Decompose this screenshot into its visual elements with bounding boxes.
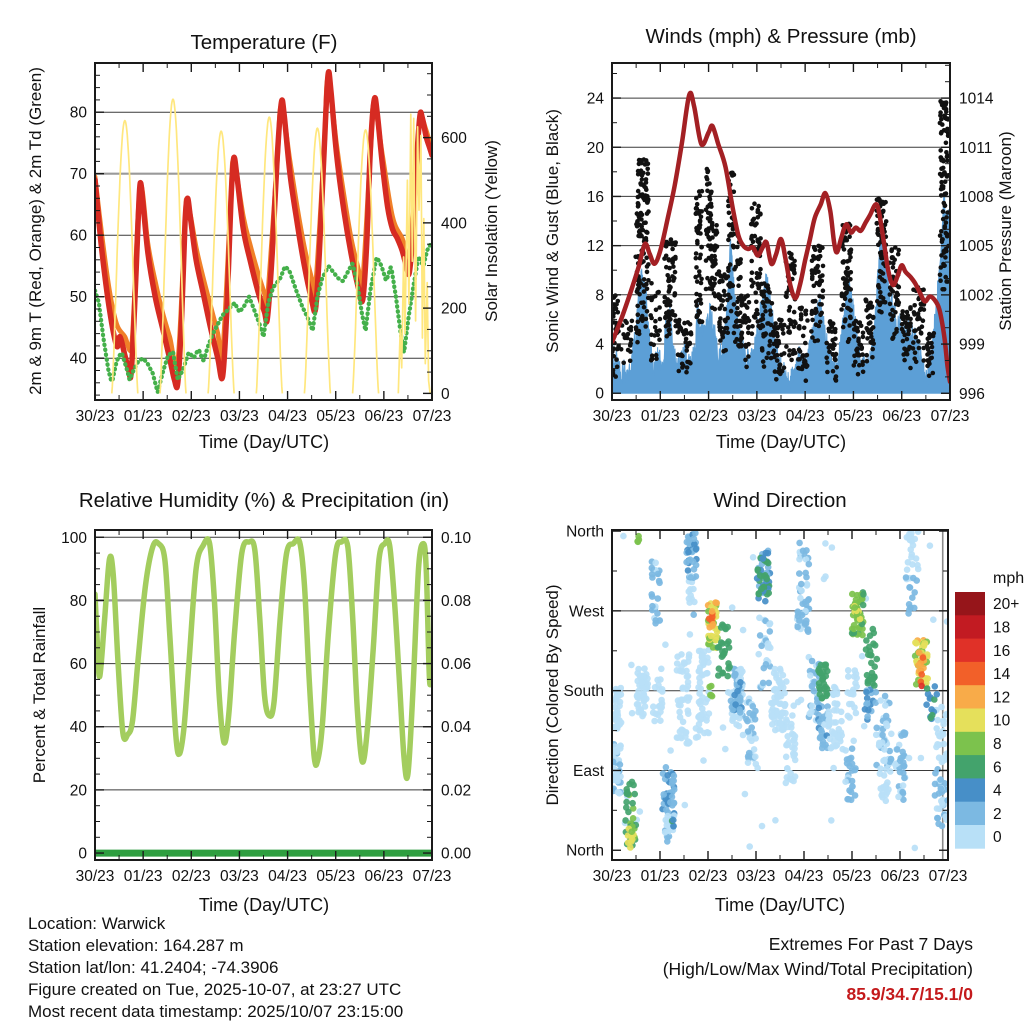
wind_direction-panel	[563, 524, 967, 885]
svg-text:mph: mph	[993, 570, 1024, 587]
solar-right-axis-label: Solar Insolation (Yellow)	[482, 140, 501, 322]
svg-text:24: 24	[586, 90, 604, 108]
svg-text:20+: 20+	[993, 596, 1020, 614]
extremes-block	[663, 932, 973, 1007]
svg-text:South: South	[563, 683, 604, 701]
svg-text:30/23: 30/23	[75, 868, 115, 885]
wind-left-axis-label: Sonic Wind & Gust (Blue, Black)	[543, 109, 562, 353]
temp-x-axis-label: Time (Day/UTC)	[198, 432, 330, 452]
extremes-value: 85.9/34.7/15.1/0	[846, 984, 973, 1004]
svg-text:0: 0	[993, 829, 1002, 847]
most-recent-data-timestamp: Most recent data timestamp: 2025/10/07 23:15:00	[28, 1002, 404, 1021]
svg-text:02/23: 02/23	[688, 868, 728, 885]
svg-text:4: 4	[595, 336, 604, 354]
svg-text:0.08: 0.08	[441, 592, 472, 610]
svg-text:04/23: 04/23	[268, 868, 307, 885]
svg-text:06/23: 06/23	[364, 408, 404, 425]
figure-created-timestamp: Figure created on Tue, 2025-10-07, at 23:27 UTC	[28, 980, 402, 999]
svg-text:0.00: 0.00	[441, 845, 472, 863]
svg-text:12: 12	[586, 238, 604, 256]
svg-text:0: 0	[595, 385, 604, 403]
svg-text:05/23: 05/23	[834, 408, 873, 425]
svg-text:02/23: 02/23	[689, 408, 728, 425]
svg-text:01/23: 01/23	[123, 408, 163, 425]
svg-text:80: 80	[69, 104, 87, 122]
extremes-title: Extremes For Past 7 Days	[768, 934, 973, 954]
svg-text:30/23: 30/23	[75, 408, 115, 425]
humidity-panel	[61, 530, 471, 885]
svg-text:16: 16	[993, 642, 1011, 660]
svg-text:14: 14	[993, 666, 1011, 683]
svg-text:0.04: 0.04	[441, 719, 472, 737]
svg-text:8: 8	[993, 735, 1002, 753]
station-info-block	[28, 913, 403, 1023]
winds-panel-title: Winds (mph) & Pressure (mb)	[645, 25, 917, 48]
svg-text:05/23: 05/23	[316, 408, 356, 425]
svg-text:400: 400	[441, 215, 467, 233]
svg-text:07/23: 07/23	[412, 868, 452, 885]
svg-text:50: 50	[69, 289, 87, 307]
svg-text:20: 20	[69, 782, 87, 800]
svg-text:05/23: 05/23	[832, 868, 872, 885]
svg-text:200: 200	[441, 300, 467, 318]
svg-text:01/23: 01/23	[640, 868, 680, 885]
temperature-panel	[70, 63, 467, 425]
svg-text:West: West	[568, 603, 604, 621]
svg-text:80: 80	[69, 592, 87, 610]
temp-left-axis-label: 2m & 9m T (Red, Orange) & 2m Td (Green)	[26, 67, 45, 395]
svg-text:600: 600	[441, 130, 467, 148]
svg-text:70: 70	[69, 166, 87, 184]
svg-text:40: 40	[69, 350, 87, 368]
svg-text:0: 0	[78, 845, 87, 863]
svg-text:03/23: 03/23	[737, 408, 777, 425]
humidity-left-axis-label: Percent & Total Rainfall	[30, 606, 49, 784]
svg-text:0.02: 0.02	[441, 782, 472, 800]
svg-text:07/23: 07/23	[928, 868, 968, 885]
humidity-series-line	[95, 539, 432, 778]
svg-text:10: 10	[993, 712, 1011, 730]
svg-text:40: 40	[69, 719, 87, 737]
svg-text:1014: 1014	[959, 90, 994, 108]
svg-text:1011: 1011	[959, 139, 993, 157]
svg-text:16: 16	[586, 188, 604, 206]
svg-text:0.10: 0.10	[441, 529, 472, 547]
svg-text:4: 4	[993, 782, 1002, 800]
winds-panel	[587, 63, 994, 425]
humidity-x-axis-label: Time (Day/UTC)	[198, 895, 330, 915]
wind-direction-panel-title: Wind Direction	[713, 489, 847, 512]
svg-text:6: 6	[993, 759, 1002, 777]
extremes-subtitle: (High/Low/Max Wind/Total Precipitation)	[662, 959, 973, 979]
humidity-panel-title: Relative Humidity (%) & Precipitation (in)	[78, 489, 450, 512]
temperature-series-line	[95, 72, 432, 388]
svg-text:North: North	[566, 842, 604, 860]
pressure-right-axis-label: Station Pressure (Maroon)	[996, 131, 1015, 331]
svg-text:12: 12	[993, 689, 1011, 707]
svg-text:1008: 1008	[959, 188, 994, 206]
speed-colorbar	[955, 570, 1024, 849]
direction-x-axis-label: Time (Day/UTC)	[714, 895, 846, 915]
wind-direction-dots	[610, 528, 951, 851]
svg-text:03/23: 03/23	[220, 868, 259, 885]
svg-text:100: 100	[61, 529, 87, 547]
temperature-panel-title: Temperature (F)	[190, 31, 338, 54]
svg-text:05/23: 05/23	[316, 868, 356, 885]
svg-text:02/23: 02/23	[171, 408, 211, 425]
svg-text:06/23: 06/23	[364, 868, 404, 885]
svg-text:04/23: 04/23	[785, 408, 825, 425]
svg-text:1002: 1002	[959, 287, 994, 305]
station-elevation: Station elevation: 164.287 m	[28, 936, 244, 955]
svg-text:01/23: 01/23	[123, 868, 163, 885]
svg-text:06/23: 06/23	[880, 868, 920, 885]
station-location: Location: Warwick	[28, 914, 166, 933]
svg-text:03/23: 03/23	[736, 868, 776, 885]
svg-text:20: 20	[586, 139, 604, 157]
svg-text:07/23: 07/23	[930, 408, 970, 425]
svg-text:East: East	[572, 762, 604, 780]
svg-text:60: 60	[69, 227, 87, 245]
svg-text:1005: 1005	[959, 238, 994, 256]
svg-text:02/23: 02/23	[171, 868, 211, 885]
svg-text:18: 18	[993, 619, 1011, 637]
station-latlon: Station lat/lon: 41.2404; -74.3906	[28, 958, 279, 977]
svg-text:0.06: 0.06	[441, 656, 472, 674]
svg-text:30/23: 30/23	[592, 868, 632, 885]
winds-x-axis-label: Time (Day/UTC)	[715, 432, 847, 452]
svg-text:03/23: 03/23	[220, 408, 259, 425]
svg-text:04/23: 04/23	[784, 868, 824, 885]
svg-text:8: 8	[595, 287, 604, 305]
svg-text:07/23: 07/23	[412, 408, 452, 425]
direction-left-axis-label: Direction (Colored By Speed)	[543, 584, 562, 806]
svg-text:996: 996	[959, 385, 985, 403]
svg-text:30/23: 30/23	[592, 408, 632, 425]
svg-text:60: 60	[69, 656, 87, 674]
svg-text:0: 0	[441, 385, 450, 403]
svg-text:2: 2	[993, 805, 1002, 823]
svg-text:North: North	[566, 523, 604, 541]
svg-text:01/23: 01/23	[640, 408, 680, 425]
svg-text:06/23: 06/23	[882, 408, 922, 425]
svg-text:04/23: 04/23	[268, 408, 307, 425]
svg-text:999: 999	[959, 336, 985, 354]
